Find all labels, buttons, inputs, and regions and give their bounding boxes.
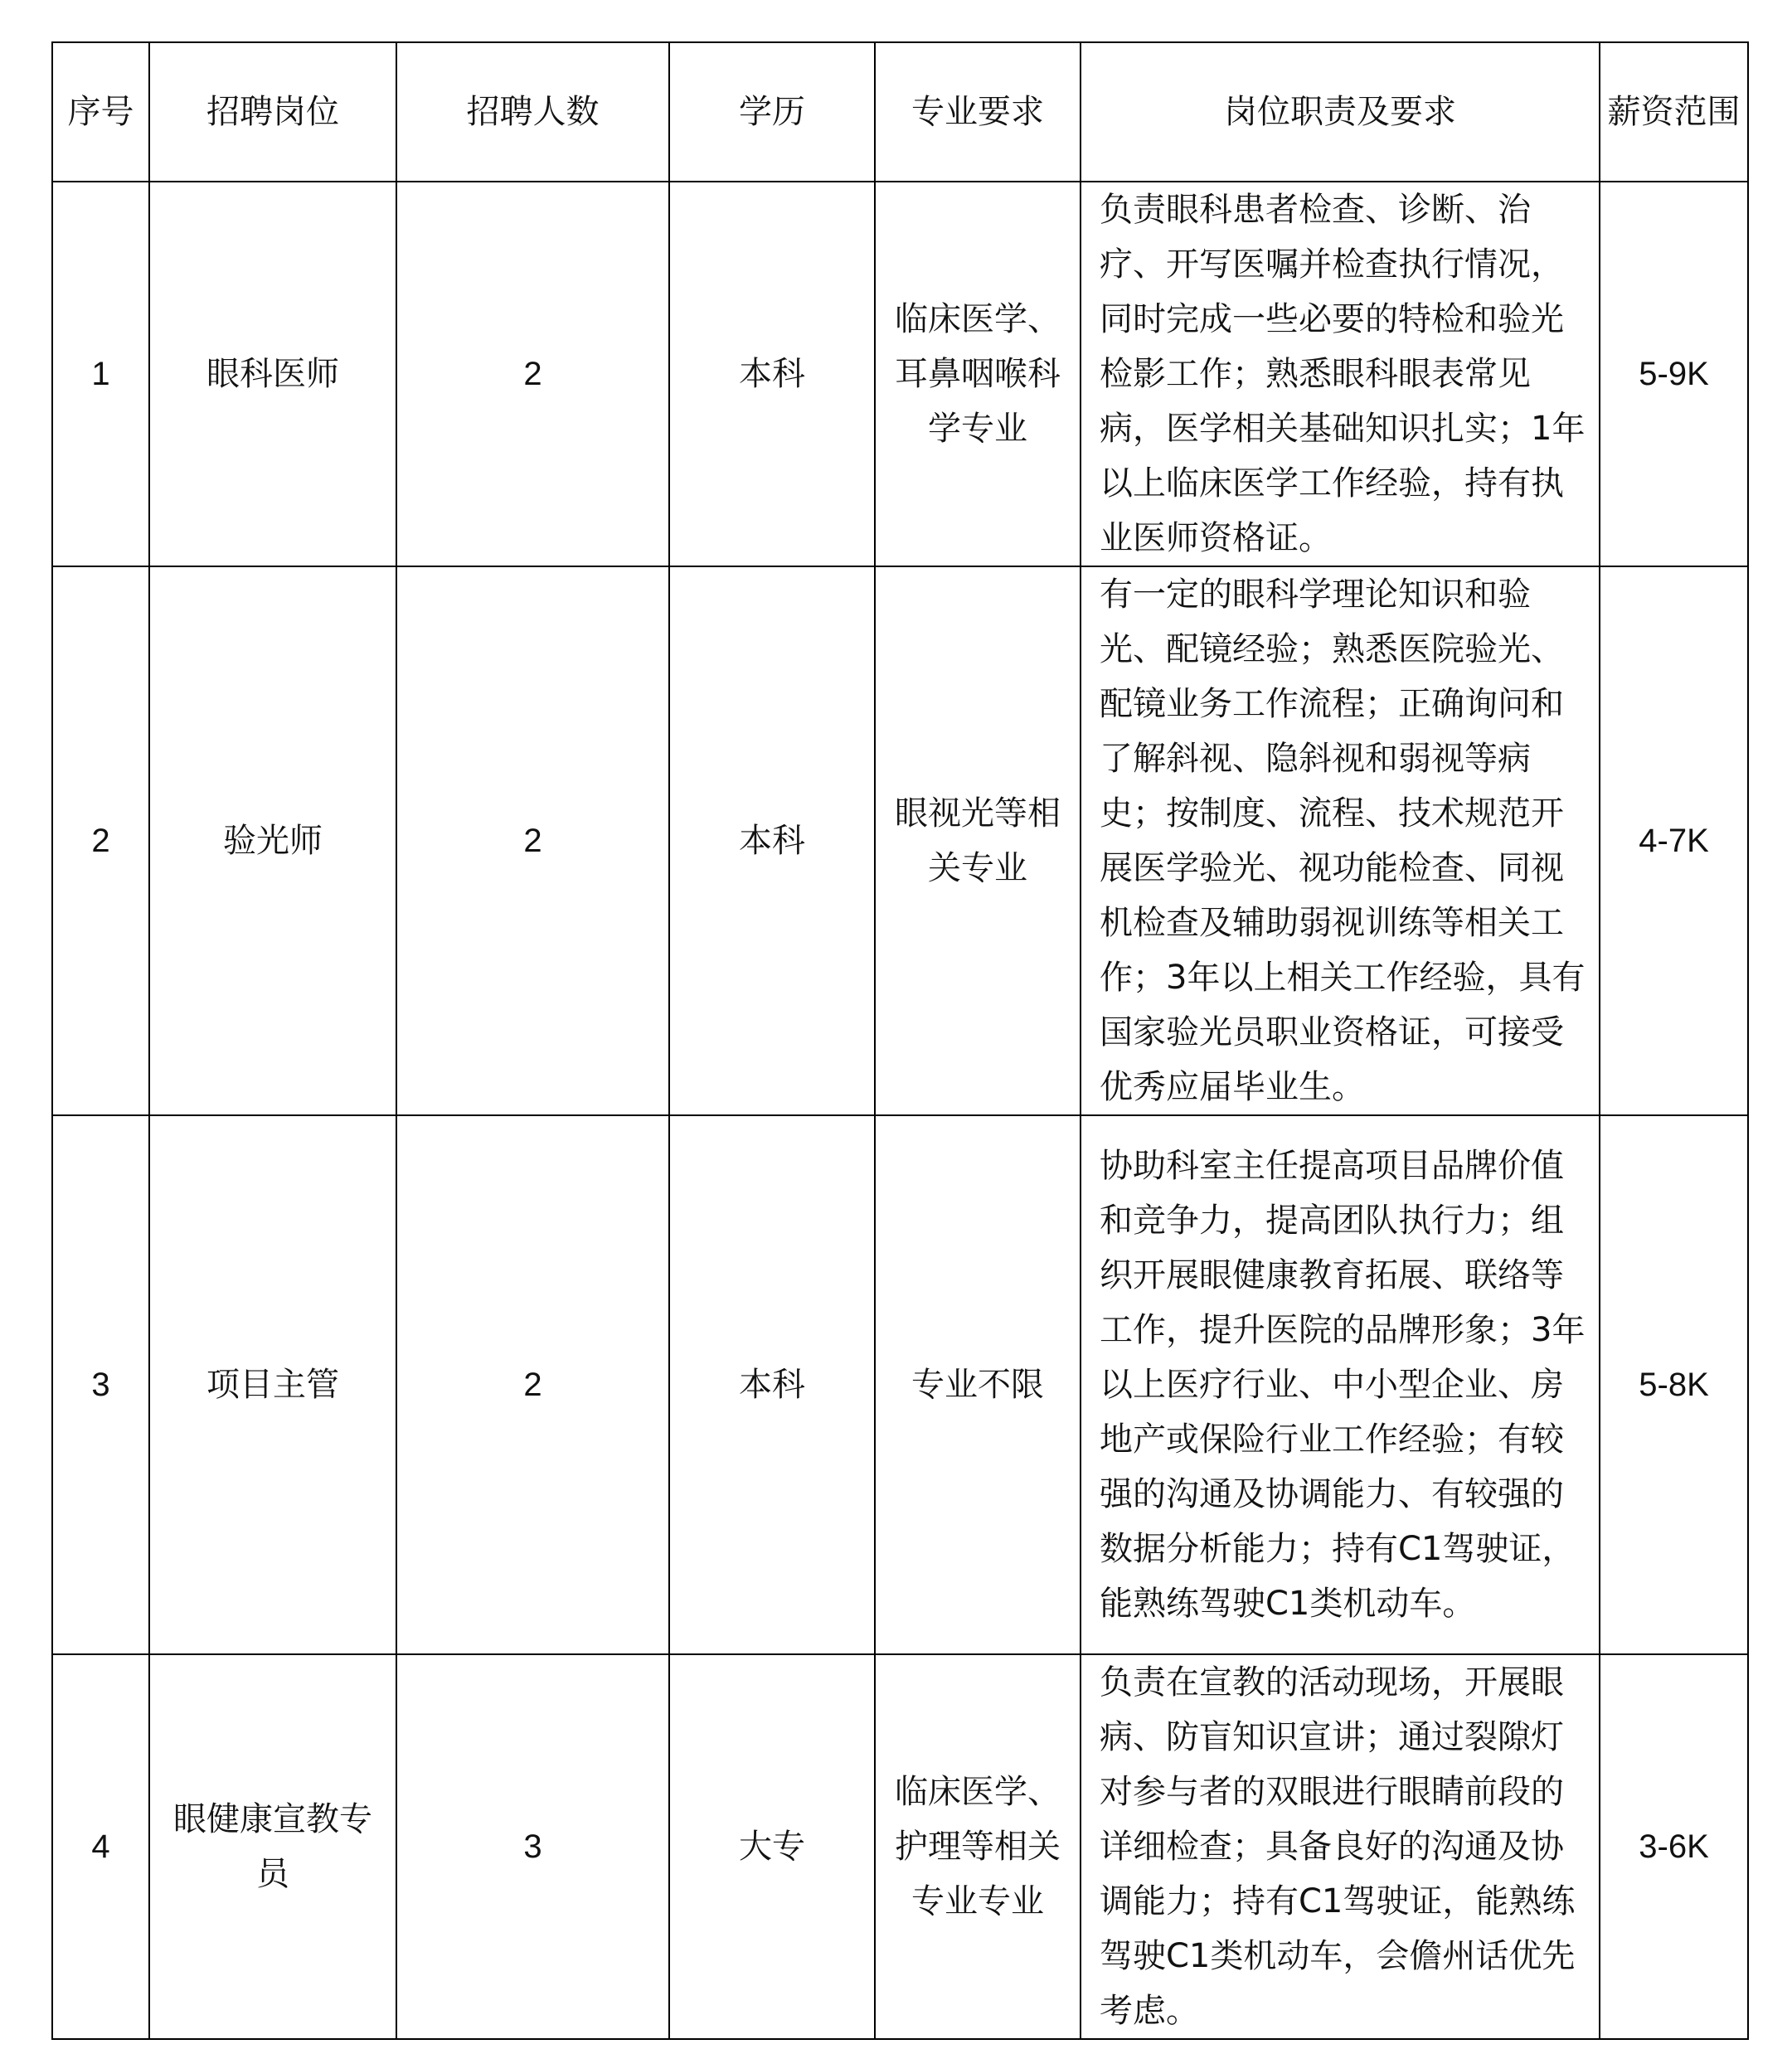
- cell-position: 项目主管: [149, 1115, 396, 1654]
- cell-major: [875, 566, 1081, 1115]
- cell-salary: 3-6K: [1600, 1654, 1748, 2039]
- cell-major: [875, 1115, 1081, 1654]
- cell-salary: 5-9K: [1600, 182, 1748, 566]
- table-row: [52, 566, 1748, 1115]
- position-text: 眼健康宣教专员: [173, 1800, 372, 1893]
- cell-count: 2: [396, 566, 669, 1115]
- cell-index: 2: [52, 566, 149, 1115]
- cell-education: 本科: [669, 1115, 875, 1654]
- header-count: 招聘人数: [396, 42, 669, 182]
- cell-index: 1: [52, 182, 149, 566]
- cell-index: 4: [52, 1654, 149, 2039]
- cell-education: 本科: [669, 566, 875, 1115]
- cell-position: [149, 1654, 396, 2039]
- table-row: [52, 1654, 1748, 2039]
- duties-text: 负责在宣教的活动现场，开展眼病、防盲知识宣讲；通过裂隙灯对参与者的双眼进行眼睛前段的详细检查；具备良好的沟通及协调能力；持有C1驾驶证，能熟练驾驶C1类机动车，会儋州话优先考虑。: [1100, 1663, 1576, 2030]
- cell-duties: [1081, 1115, 1600, 1654]
- header-position: 招聘岗位: [149, 42, 396, 182]
- header-salary: 薪资范围: [1600, 42, 1748, 182]
- cell-duties: [1081, 566, 1600, 1115]
- cell-education: 大专: [669, 1654, 875, 2039]
- cell-duties: [1081, 182, 1600, 566]
- major-text: 临床医学、护理等相关专业专业: [895, 1773, 1061, 1920]
- major-text: 专业不限: [911, 1366, 1044, 1404]
- cell-count: 3: [396, 1654, 669, 2039]
- cell-index: 3: [52, 1115, 149, 1654]
- cell-count: 2: [396, 1115, 669, 1654]
- cell-count: 2: [396, 182, 669, 566]
- cell-duties: [1081, 1654, 1600, 2039]
- duties-text: 有一定的眼科学理论知识和验光、配镜经验；熟悉医院验光、配镜业务工作流程；正确询问和了解斜视、隐斜视和弱视等病史；按制度、流程、技术规范开展医学验光、视功能检查、同视机检查及辅助弱视训练等相关工作；3年以上相关工作经验，具有国家验光员职业资格证，可接受优秀应届毕业生。: [1100, 575, 1586, 1106]
- cell-position: 眼科医师: [149, 182, 396, 566]
- table-header-row: [52, 42, 1748, 182]
- cell-major: [875, 182, 1081, 566]
- cell-salary: 4-7K: [1600, 566, 1748, 1115]
- duties-text: 协助科室主任提高项目品牌价值和竞争力，提高团队执行力；组织开展眼健康教育拓展、联络等工作，提升医院的品牌形象；3年以上医疗行业、中小型企业、房地产或保险行业工作经验；有较强的沟通及协调能力、有较强的数据分析能力；持有C1驾驶证，能熟练驾驶C1类机动车。: [1100, 1147, 1586, 1623]
- major-text: 眼视光等相关专业: [895, 794, 1061, 887]
- cell-position: 验光师: [149, 566, 396, 1115]
- recruitment-document: [51, 41, 1747, 2040]
- header-duties: 岗位职责及要求: [1081, 42, 1600, 182]
- major-text: 临床医学、耳鼻咽喉科学专业: [895, 300, 1061, 448]
- cell-salary: 5-8K: [1600, 1115, 1748, 1654]
- cell-major: [875, 1654, 1081, 2039]
- duties-text: 负责眼科患者检查、诊断、治疗、开写医嘱并检查执行情况，同时完成一些必要的特检和验光检影工作；熟悉眼科眼表常见病，医学相关基础知识扎实；1年以上临床医学工作经验，持有执业医师资格证。: [1100, 191, 1586, 557]
- table-row: [52, 182, 1748, 566]
- cell-education: 本科: [669, 182, 875, 566]
- table-row: [52, 1115, 1748, 1654]
- header-major: 专业要求: [875, 42, 1081, 182]
- header-index: 序号: [52, 42, 149, 182]
- header-education: 学历: [669, 42, 875, 182]
- recruitment-table: [51, 41, 1749, 2040]
